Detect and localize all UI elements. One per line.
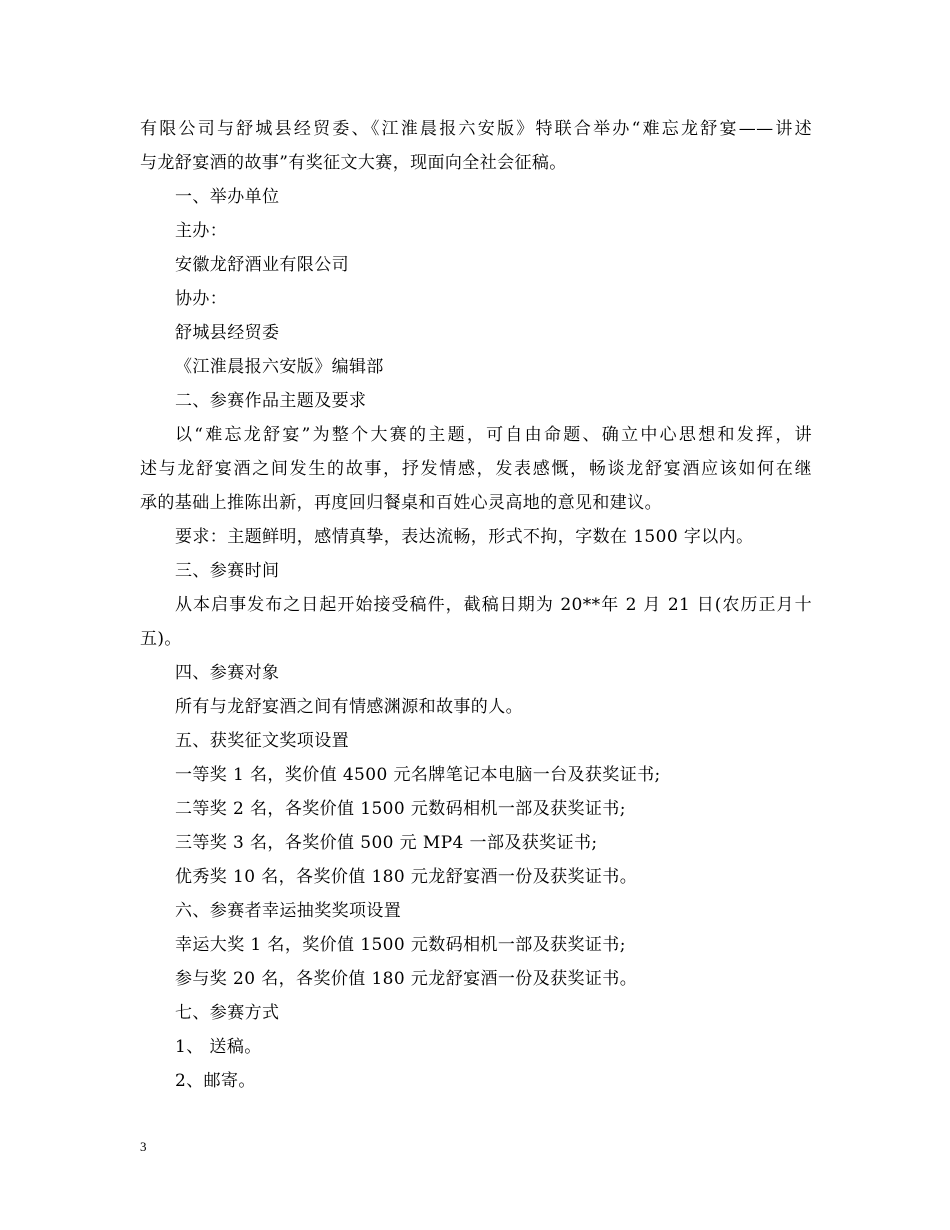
- text-line: 优秀奖 10 名，各奖价值 180 元龙舒宴酒一份及获奖证书。: [175, 867, 638, 887]
- text-line: 述与龙舒宴酒之间发生的故事，抒发情感，发表感慨，畅谈龙舒宴酒应该如何在继: [140, 459, 812, 479]
- text-line: 所有与龙舒宴酒之间有情感渊源和故事的人。: [175, 697, 523, 717]
- text-line: 五、获奖征文奖项设置: [175, 731, 349, 751]
- text-line: 要求：主题鲜明，感情真挚，表达流畅，形式不拘，字数在 1500 字以内。: [175, 527, 754, 547]
- text-line: 承的基础上推陈出新，再度回归餐桌和百姓心灵高地的意见和建议。: [140, 493, 662, 513]
- text-line: 一、举办单位: [175, 187, 280, 207]
- page-number: 3: [140, 1139, 147, 1154]
- text-line: 四、参赛对象: [175, 663, 280, 683]
- text-line: 舒城县经贸委: [175, 323, 280, 343]
- text-line: 五)。: [140, 629, 182, 649]
- text-line: 二、参赛作品主题及要求: [175, 391, 367, 411]
- text-line: 《江淮晨报六安版》编辑部: [175, 357, 384, 377]
- text-line: 主办：: [175, 221, 228, 241]
- text-line: 三、参赛时间: [175, 561, 280, 581]
- text-line: 七、参赛方式: [175, 1003, 280, 1023]
- text-line: 二等奖 2 名，各奖价值 1500 元数码相机一部及获奖证书;: [175, 799, 626, 819]
- text-line: 以“难忘龙舒宴”为整个大赛的主题，可自由命题、确立中心思想和发挥，讲: [175, 425, 812, 445]
- text-line: 幸运大奖 1 名，奖价值 1500 元数码相机一部及获奖证书;: [175, 935, 626, 955]
- text-line: 一等奖 1 名，奖价值 4500 元名牌笔记本电脑一台及获奖证书;: [175, 765, 661, 785]
- text-line: 从本启事发布之日起开始接受稿件，截稿日期为 20**年 2 月 21 日(农历正月十: [175, 595, 812, 615]
- text-line: 有限公司与舒城县经贸委、《江淮晨报六安版》特联合举办“难忘龙舒宴——讲述: [140, 119, 812, 139]
- text-line: 安徽龙舒酒业有限公司: [175, 255, 349, 275]
- text-line: 2、邮寄。: [175, 1071, 256, 1091]
- text-line: 1、 送稿。: [175, 1037, 262, 1057]
- text-line: 协办：: [175, 289, 228, 309]
- text-line: 与龙舒宴酒的故事”有奖征文大赛，现面向全社会征稿。: [140, 153, 567, 173]
- text-line: 六、参赛者幸运抽奖奖项设置: [175, 901, 402, 921]
- document-body: [140, 112, 812, 1098]
- text-line: 参与奖 20 名，各奖价值 180 元龙舒宴酒一份及获奖证书。: [175, 969, 638, 989]
- text-line: 三等奖 3 名，各奖价值 500 元 MP4 一部及获奖证书;: [175, 833, 598, 853]
